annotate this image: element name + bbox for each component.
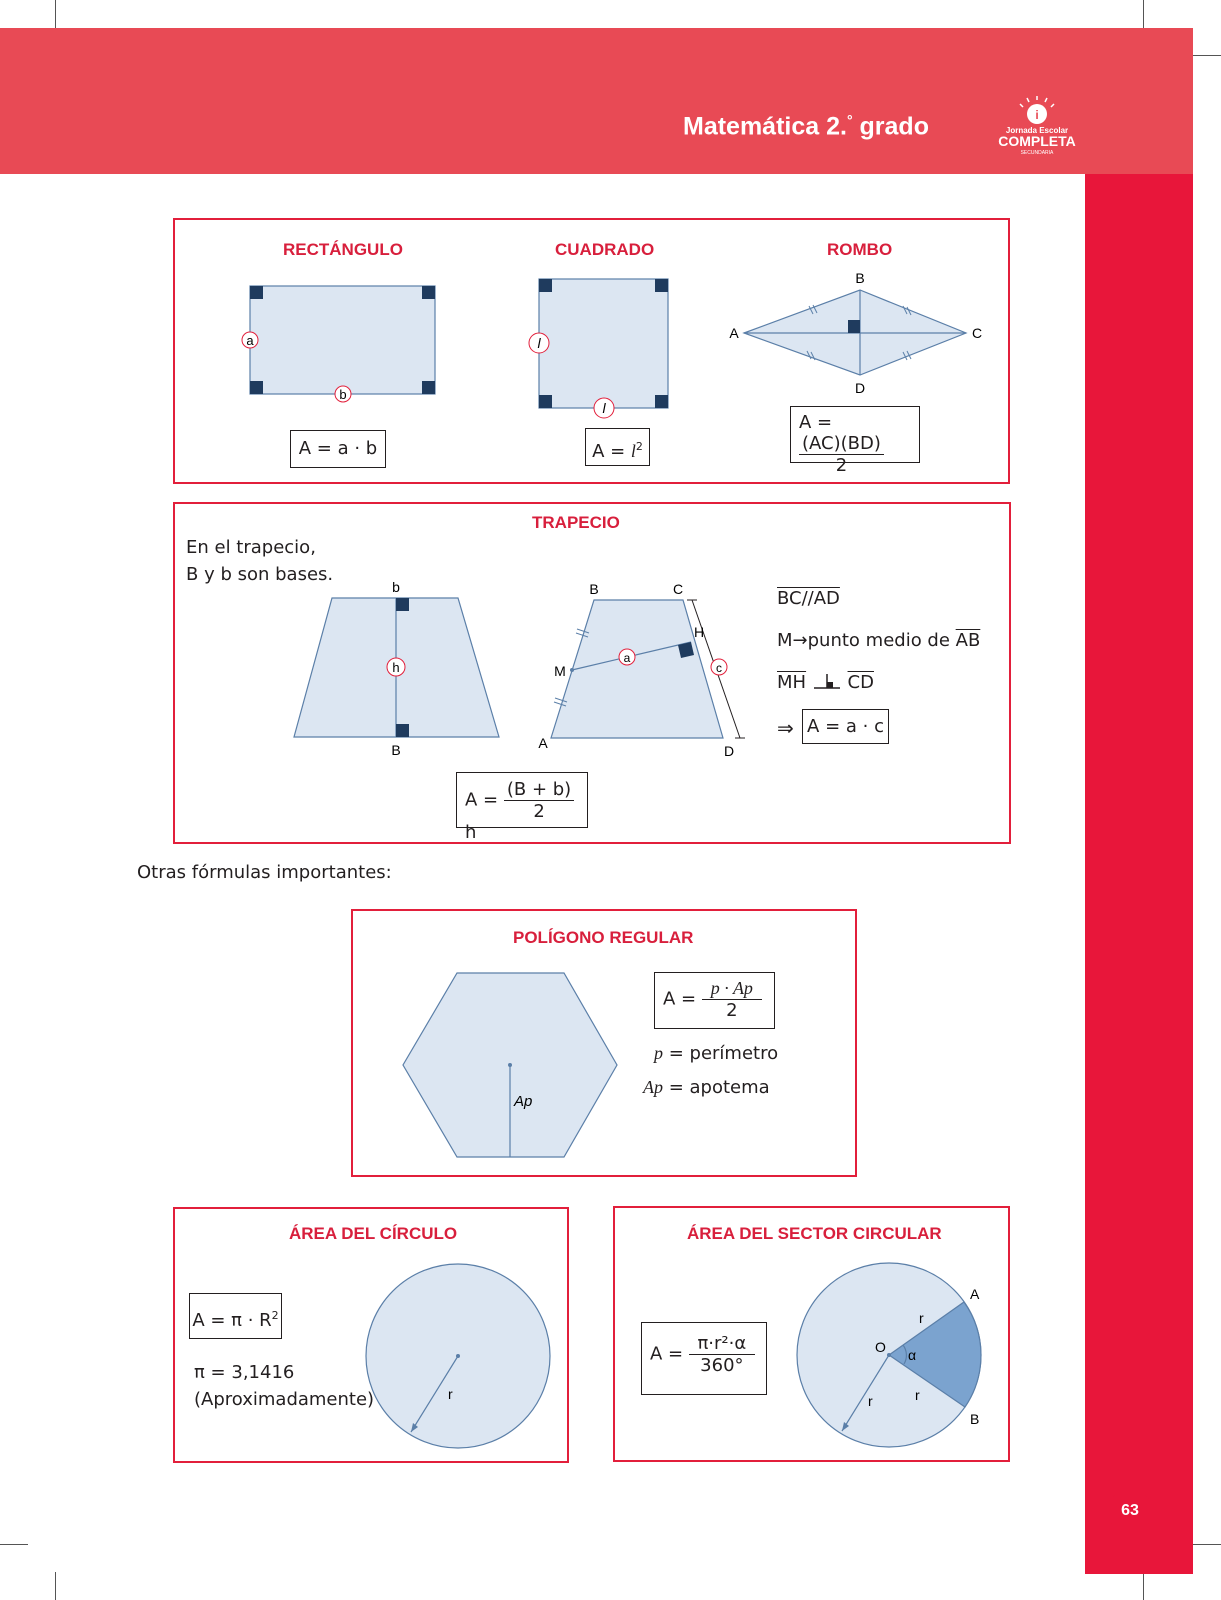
rhombus-vertex-a: A (729, 325, 739, 341)
apothem-label: Ap (514, 1093, 533, 1110)
sector-title: ÁREA DEL SECTOR CIRCULAR (687, 1224, 942, 1243)
trap1-b: b (392, 579, 400, 595)
cuadrado-formula-exp: 2 (635, 440, 643, 453)
square-side-left: l (537, 335, 541, 351)
rect-side-b: b (339, 387, 347, 402)
svg-text:SECUNDARIA: SECUNDARIA (1020, 150, 1054, 156)
circulo-title: ÁREA DEL CÍRCULO (289, 1224, 458, 1243)
rhombus-vertex-b: B (855, 270, 865, 286)
trapecio-formula-h: h (465, 822, 477, 843)
crop-mark (55, 0, 56, 28)
side-band (1085, 174, 1193, 1574)
cuadrado-title: CUADRADO (555, 240, 655, 259)
trapecio-formula-lhs: A = (465, 789, 499, 811)
crop-mark (1193, 1544, 1221, 1545)
rectangulo-title: RECTÁNGULO (283, 240, 403, 259)
rectangle-shape (250, 286, 435, 394)
crop-mark (0, 1544, 28, 1545)
page-number: 63 (1111, 1495, 1149, 1527)
trap2-a: a (623, 651, 631, 665)
trapecio-title: TRAPECIO (532, 513, 620, 532)
sector-alpha: α (908, 1347, 917, 1363)
trapecio-prop-perpendicular (777, 672, 874, 693)
circulo-formula-exp: 2 (271, 1309, 279, 1322)
rect-side-a: a (246, 333, 254, 348)
square-shape (539, 279, 668, 408)
cuadrado-formula (585, 428, 650, 466)
def-p-var: p (654, 1043, 663, 1063)
trapecio-intro-1: En el trapecio, (186, 537, 316, 558)
circulo-figure (173, 1207, 569, 1463)
poligono-formula-den: 2 (726, 1000, 738, 1021)
trapecio-intro-2: B y b son bases. (186, 564, 334, 585)
title-end: grado (852, 112, 929, 141)
sector-figure (613, 1206, 1010, 1462)
arrow-right-icon: → (792, 630, 808, 651)
rhombus-vertex-c: C (971, 325, 983, 341)
page-title (683, 112, 929, 141)
circle-radius-label: r (448, 1386, 453, 1402)
otras-formulas-heading: Otras fórmulas importantes: (137, 862, 392, 883)
trap2-M: M (554, 663, 566, 679)
trapecio-prop-parallel: BC//AD (777, 588, 840, 609)
trap2-c: c (716, 661, 722, 675)
svg-text:i: i (1035, 108, 1039, 122)
poligono-def-perimetro (654, 1043, 778, 1064)
rhombus-vertex-d: D (854, 380, 866, 396)
implies-icon: ⇒ (777, 716, 794, 740)
rombo-title: ROMBO (827, 240, 893, 259)
title-sup: ° (846, 112, 853, 128)
sector-radius-bottom: r (915, 1387, 920, 1403)
sector-radius-top: r (919, 1310, 924, 1326)
trapecio-formula-num: (B + b) (504, 779, 574, 801)
sector-point-b: B (970, 1411, 980, 1427)
trap2-D: D (723, 743, 735, 759)
rombo-formula-den: 2 (835, 455, 848, 476)
rectangulo-formula: A = a · b (290, 430, 386, 468)
prop2-text: punto medio de (807, 630, 956, 651)
poligono-formula (654, 972, 775, 1029)
poligono-figure (351, 909, 857, 1177)
crop-mark (1143, 0, 1144, 28)
cuadrado-formula-lhs: A = (592, 441, 631, 462)
square-side-bottom: l (602, 400, 606, 416)
prop2-seg: $\overline{AB}$ (955, 630, 981, 651)
sector-formula-den: 360° (700, 1355, 744, 1376)
logo (995, 96, 1079, 156)
trap1-B: B (391, 742, 401, 758)
sector-point-a: A (970, 1286, 980, 1302)
prop2-pre: M (777, 630, 793, 651)
sector-center-o: O (875, 1339, 886, 1355)
rombo-formula-lhs: A = (799, 412, 833, 433)
trapecio-figures (173, 502, 1011, 844)
poligono-def-apotema (643, 1077, 770, 1098)
sector-radius-left: r (868, 1393, 873, 1409)
sun-icon (995, 96, 1079, 156)
perpendicular-icon (812, 672, 842, 690)
cuadrado-formula-var: l (630, 441, 636, 461)
prop3-b: $\overline{CD}$ (847, 672, 874, 693)
title-main: Matemática 2. (683, 112, 847, 141)
trap2-C: C (672, 581, 684, 597)
svg-text:Jornada Escolar: Jornada Escolar (1005, 126, 1069, 135)
def-ap-var: Ap (643, 1077, 663, 1097)
rombo-formula-num: (AC)(BD) (799, 433, 884, 455)
sector-formula-num: π·r²·α (689, 1333, 755, 1355)
pi-approx: (Aproximadamente) (194, 1389, 375, 1410)
poligono-formula-num: p · Ap (702, 978, 762, 1000)
trapecio-prop-midpoint (777, 630, 980, 651)
crop-mark (1143, 1572, 1144, 1600)
trapecio-formula-2: A = a · c (802, 709, 889, 744)
svg-text:COMPLETA: COMPLETA (998, 133, 1076, 149)
trapecio-formula-den: 2 (533, 801, 545, 822)
sector-formula-lhs: A = (650, 1343, 684, 1365)
def-ap: = apotema (663, 1077, 770, 1098)
trap2-B: B (589, 581, 599, 597)
trapecio-formula (456, 772, 588, 843)
trap2-A: A (538, 735, 548, 751)
crop-mark (55, 1572, 56, 1600)
rombo-formula (790, 406, 920, 476)
prop3-a: $\overline{MH}$ (777, 672, 807, 693)
trap1-h: h (392, 660, 400, 675)
poligono-formula-lhs: A = (663, 988, 697, 1010)
poligono-title: POLÍGONO REGULAR (513, 928, 694, 947)
pi-value: π = 3,1416 (194, 1362, 295, 1383)
circulo-formula-body: A = π · R (192, 1310, 272, 1331)
trap2-H: H (693, 624, 705, 640)
crop-mark (1193, 55, 1221, 56)
def-p: = perímetro (663, 1043, 779, 1064)
